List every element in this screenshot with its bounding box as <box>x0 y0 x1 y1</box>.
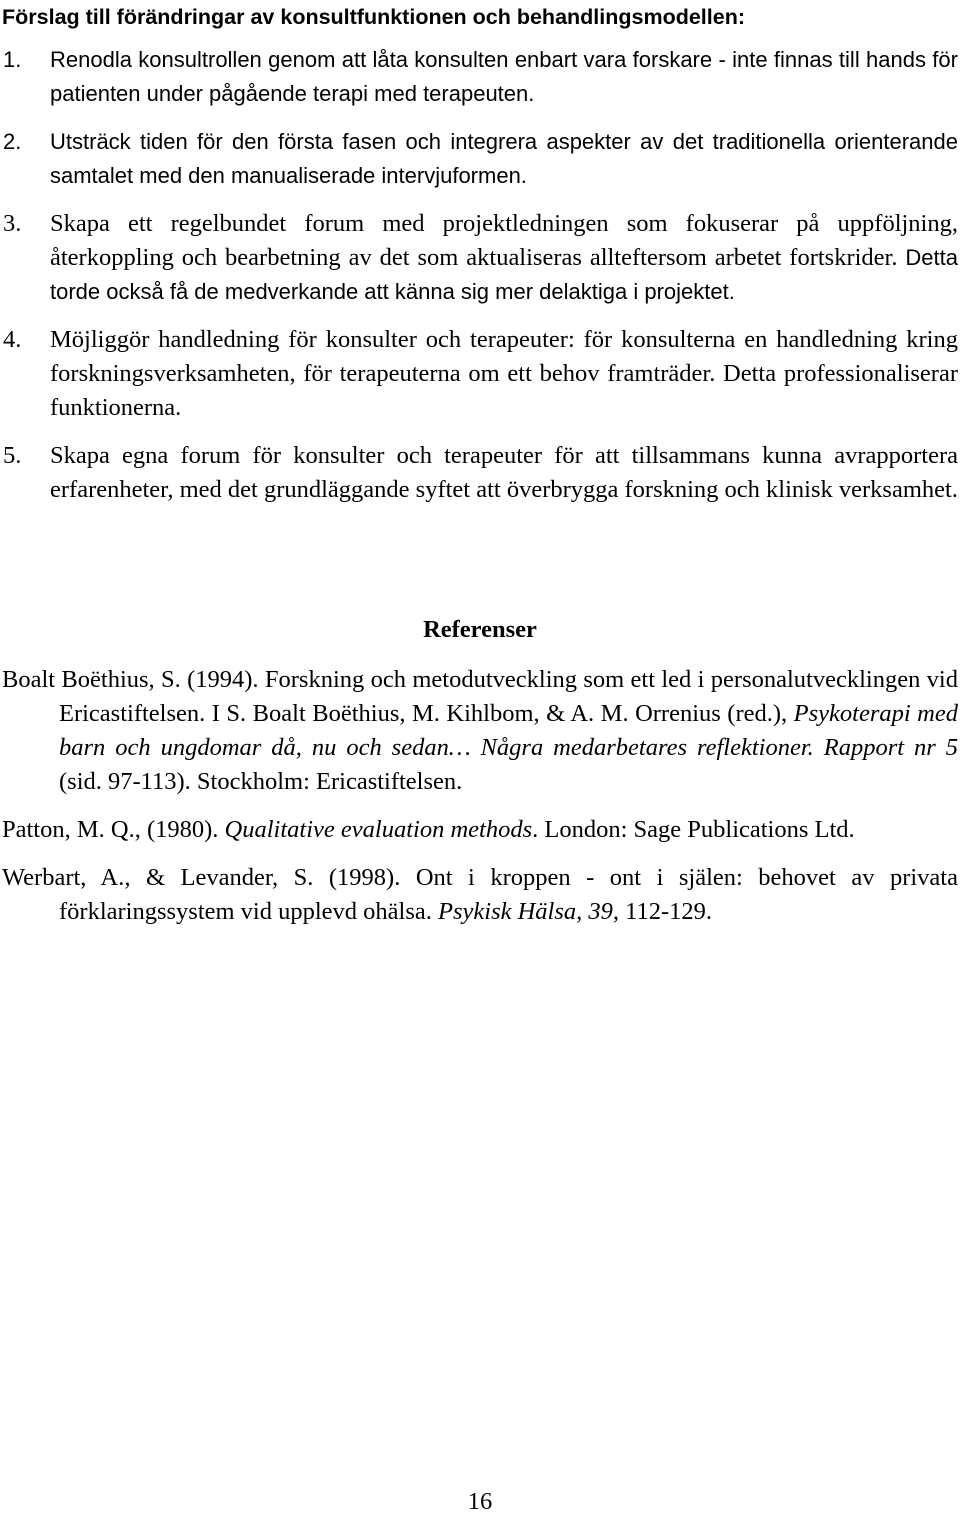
reference-text-tail: (sid. 97-113). Stockholm: Ericastiftelsen. <box>59 768 463 795</box>
proposal-list <box>0 43 958 521</box>
reference-text-tail: . London: Sage Publications Ltd. <box>532 816 855 843</box>
references-list <box>2 663 958 943</box>
reference-text: Werbart, A., & Levander, S. (1998). Ont i kroppen - ont i själen: behovet av privata förklaringssystem vid upplevd ohälsa. <box>2 864 958 925</box>
reference-text: Boalt Boëthius, S. (1994). Forskning och metodutveckling som ett led i personalutvecklingen vid Ericastiftelsen. I S. Boalt Boëthius, M. Kihlbom, & A. M. Orrenius (red.), <box>2 666 958 727</box>
list-item-text: Renodla konsultrollen genom att låta konsulten enbart vara forskare - inte finnas till hands för patienten under pågående terapi med terapeuten. <box>50 47 958 106</box>
page-number: 16 <box>467 1488 493 1515</box>
list-item <box>0 43 958 111</box>
reference-entry <box>2 663 958 799</box>
list-item-number: 2. <box>3 129 22 154</box>
reference-entry <box>2 861 958 929</box>
list-item <box>0 125 958 193</box>
list-item <box>0 207 958 309</box>
list-item-number: 1. <box>3 47 22 72</box>
reference-text-tail: 112-129. <box>619 898 713 925</box>
list-item <box>0 323 958 425</box>
references-heading: Referenser <box>423 616 537 643</box>
reference-title-italic: Psykoterapi med barn och ungdomar då, nu och sedan… Några medarbetares reflektioner. Rapport nr 5 <box>59 700 958 761</box>
section-heading: Förslag till förändringar av konsultfunktionen och behandlingsmodellen: <box>2 5 745 29</box>
list-item-text: Möjliggör handledning för konsulter och terapeuter: för konsulterna en handledning kring forskningsverksamheten, för terapeuterna om ett behov framträder. Detta professionaliserar funktionerna. <box>50 326 958 421</box>
reference-text: Patton, M. Q., (1980). <box>2 816 225 843</box>
list-item-number: 3. <box>3 210 22 237</box>
list-item-number: 4. <box>3 326 22 353</box>
reference-title-italic: Psykisk Hälsa, 39, <box>438 898 620 925</box>
reference-title-italic: Qualitative evaluation methods <box>224 816 533 843</box>
list-item-text-continued: Detta torde också få de medverkande att känna sig mer delaktiga i projektet. <box>50 245 958 304</box>
list-item-text: Skapa ett regelbundet forum med projektledningen som fokuserar på uppföljning, återkoppling och bearbetning av det som aktualiseras allteftersom arbetet fortskrider. <box>50 210 958 271</box>
list-item-text: Skapa egna forum för konsulter och terapeuter för att tillsammans kunna avrapportera erfarenheter, med det grundläggande syftet att överbrygga forskning och klinisk verksamhet. <box>50 442 958 503</box>
list-item-number: 5. <box>3 442 22 469</box>
reference-entry <box>2 813 958 847</box>
list-item <box>0 439 958 507</box>
list-item-text: Utsträck tiden för den första fasen och integrera aspekter av det traditionella orienterande samtalet med den manualiserade intervjuformen. <box>50 129 958 188</box>
